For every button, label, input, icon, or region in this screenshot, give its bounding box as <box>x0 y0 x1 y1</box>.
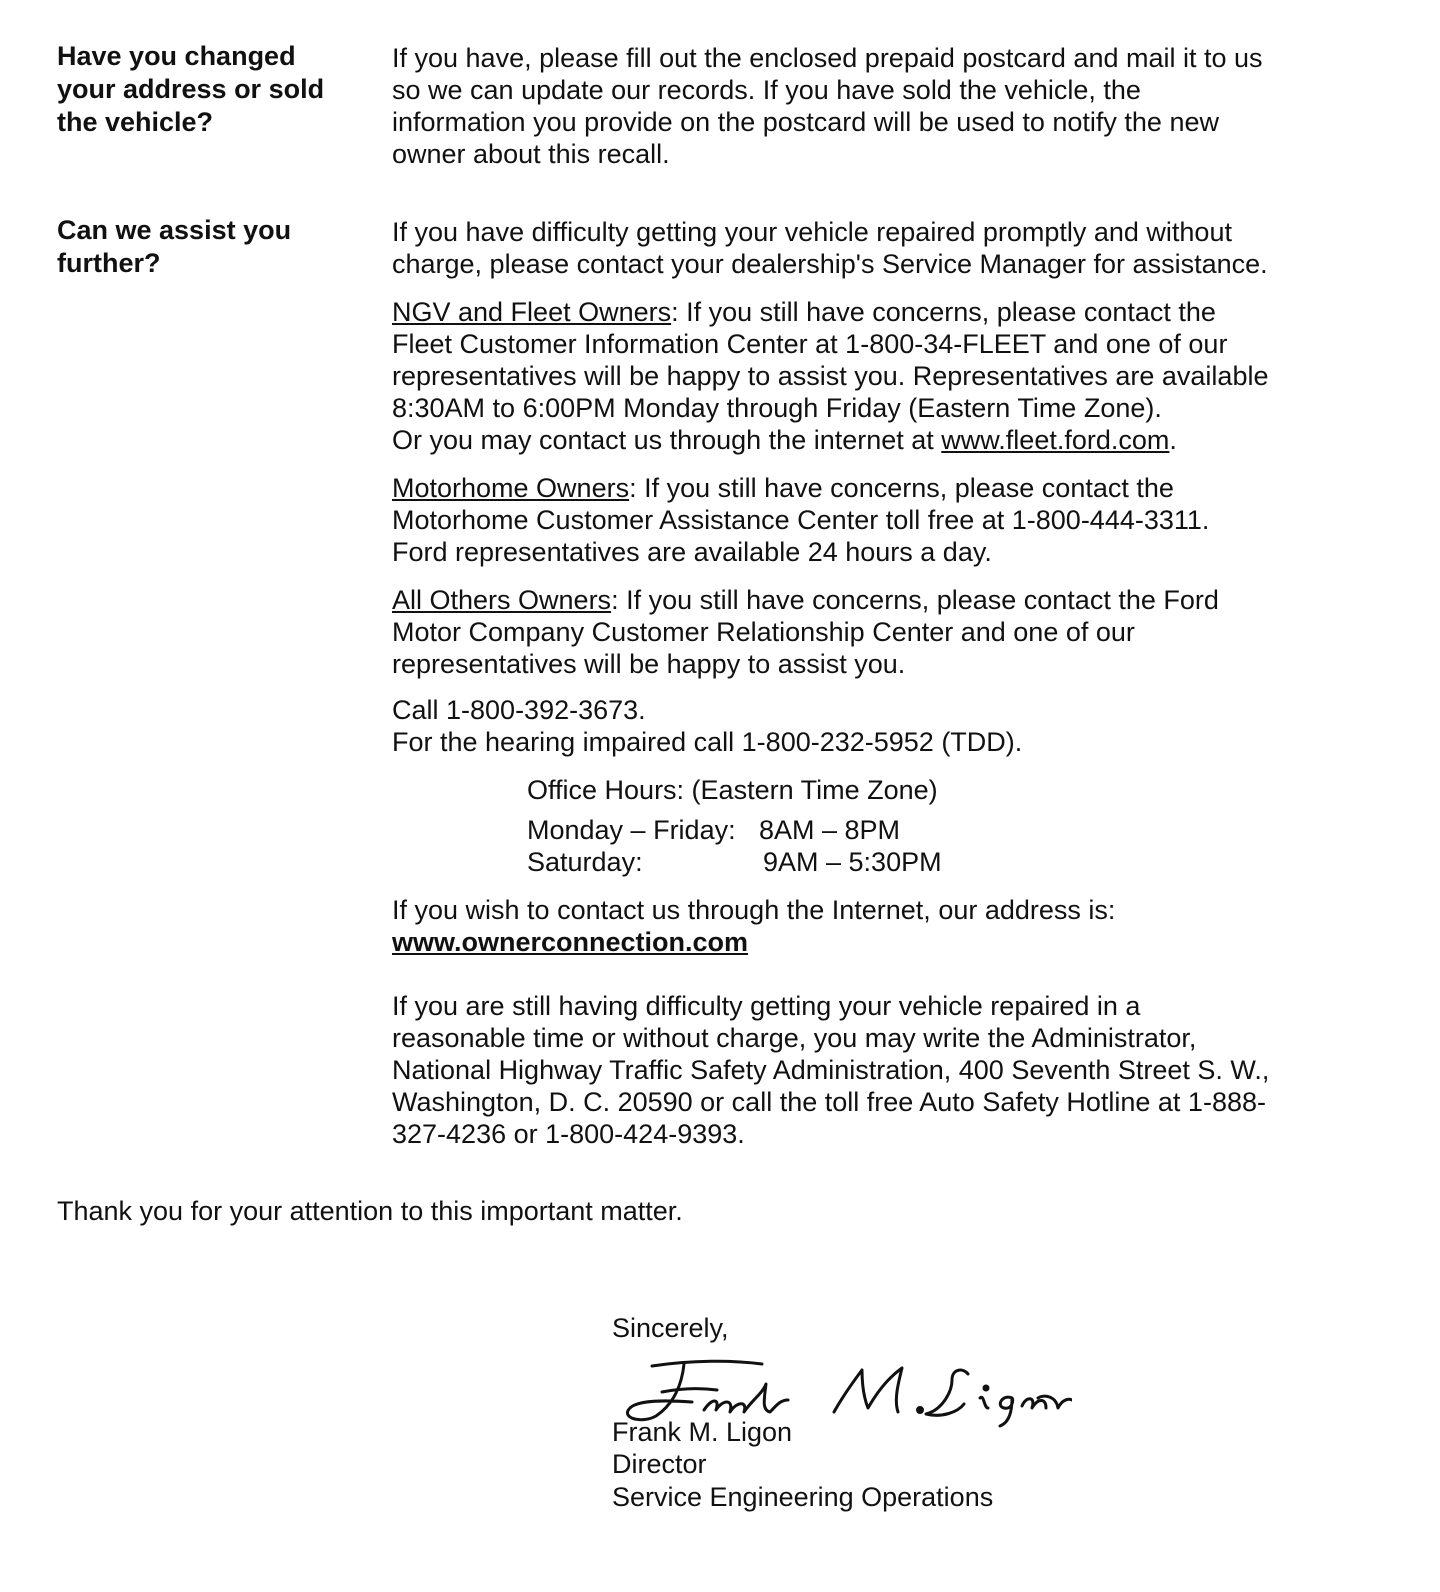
paragraph-text: : If you still have concerns, please contact the <box>671 297 1216 327</box>
paragraph-line: If you wish to contact us through the Internet, our address is: <box>392 895 1116 925</box>
signature-text <box>1072 1354 1073 1355</box>
paragraph-line: 327-4236 or 1-800-424-9393. <box>392 1119 745 1149</box>
paragraph-line: National Highway Traffic Safety Administration, 400 Seventh Street S. W., <box>392 1055 1270 1085</box>
paragraph-line: 8:30AM to 6:00PM Monday through Friday (Eastern Time Zone). <box>392 393 1162 423</box>
paragraph-line: Fleet Customer Information Center at 1-800-34-FLEET and one of our <box>392 329 1228 359</box>
other-owners-paragraph <box>392 584 1392 680</box>
paragraph-line: Call 1-800-392-3673. <box>392 695 646 725</box>
assist-intro-paragraph <box>392 216 1392 280</box>
paragraph-line: If you have, please fill out the enclosed prepaid postcard and mail it to us <box>392 43 1263 73</box>
paragraph-line: owner about this recall. <box>392 139 670 169</box>
paragraph-line <box>392 472 1392 504</box>
salutation: Sincerely, <box>612 1313 729 1343</box>
motorhome-label: Motorhome Owners <box>392 473 630 503</box>
paragraph-line: Ford representatives are available 24 hours a day. <box>392 537 992 567</box>
paragraph-text: Or you may contact us through the internet at <box>392 425 942 455</box>
other-owners-label: All Others Owners <box>392 585 612 615</box>
hours-day: Saturday: <box>527 847 643 877</box>
address-change-heading <box>57 40 357 139</box>
hours-row <box>527 846 1227 878</box>
ngv-fleet-paragraph <box>392 296 1392 456</box>
ownerconnection-link[interactable]: www.ownerconnection.com <box>392 927 749 957</box>
paragraph-text: . <box>1169 425 1177 455</box>
paragraph-line: charge, please contact your dealership's Service Manager for assistance. <box>392 249 1268 279</box>
hours-time: 8AM – 8PM <box>759 815 901 845</box>
office-hours-table <box>527 814 1227 878</box>
paragraph-line: representatives will be happy to assist you. <box>392 649 906 679</box>
signer-department: Service Engineering Operations <box>612 1482 994 1512</box>
hours-day: Monday – Friday: <box>527 815 736 845</box>
paragraph-line: If you have difficulty getting your vehicle repaired promptly and without <box>392 217 1232 247</box>
hours-time: 9AM – 5:30PM <box>763 847 942 877</box>
address-change-paragraph <box>392 42 1392 170</box>
paragraph-line: reasonable time or without charge, you may write the Administrator, <box>392 1023 1197 1053</box>
heading-line: Can we assist you <box>57 215 292 245</box>
heading-line: further? <box>57 248 161 278</box>
heading-line: Have you changed <box>57 41 296 71</box>
paragraph-line <box>392 424 1392 456</box>
paragraph-line: Washington, D. C. 20590 or call the toll free Auto Safety Hotline at 1-888- <box>392 1087 1266 1117</box>
paragraph-line: so we can update our records. If you have sold the vehicle, the <box>392 75 1141 105</box>
paragraph-text: : If you still have concerns, please contact the Ford <box>611 585 1219 615</box>
thank-you-line: Thank you for your attention to this important matter. <box>57 1196 683 1226</box>
hours-row <box>527 814 1227 846</box>
paragraph-line: For the hearing impaired call 1-800-232-5952 (TDD). <box>392 727 1023 757</box>
heading-line: the vehicle? <box>57 107 214 137</box>
paragraph-line <box>392 296 1392 328</box>
fleet-website-link[interactable]: www.fleet.ford.com <box>941 425 1170 455</box>
paragraph-line: Motorhome Customer Assistance Center toll free at 1-800-444-3311. <box>392 505 1210 535</box>
paragraph-line: If you are still having difficulty getting your vehicle repaired in a <box>392 991 1141 1021</box>
paragraph-text: : If you still have concerns, please contact the <box>629 473 1174 503</box>
signer-title: Director <box>612 1449 707 1479</box>
nhtsa-paragraph <box>392 990 1392 1150</box>
motorhome-paragraph <box>392 472 1392 568</box>
signer-name: Frank M. Ligon <box>612 1417 793 1447</box>
paragraph-line <box>392 584 1392 616</box>
internet-paragraph <box>392 894 1392 958</box>
call-paragraph <box>392 694 1392 758</box>
ngv-fleet-label: NGV and Fleet Owners <box>392 297 672 327</box>
paragraph-line: Motor Company Customer Relationship Center and one of our <box>392 617 1135 647</box>
assist-heading <box>57 214 357 280</box>
office-hours-title: Office Hours: (Eastern Time Zone) <box>527 775 938 805</box>
paragraph-line <box>392 926 1392 958</box>
paragraph-line: information you provide on the postcard will be used to notify the new <box>392 107 1219 137</box>
heading-line: your address or sold <box>57 74 325 104</box>
paragraph-line: representatives will be happy to assist you. Representatives are available <box>392 361 1269 391</box>
